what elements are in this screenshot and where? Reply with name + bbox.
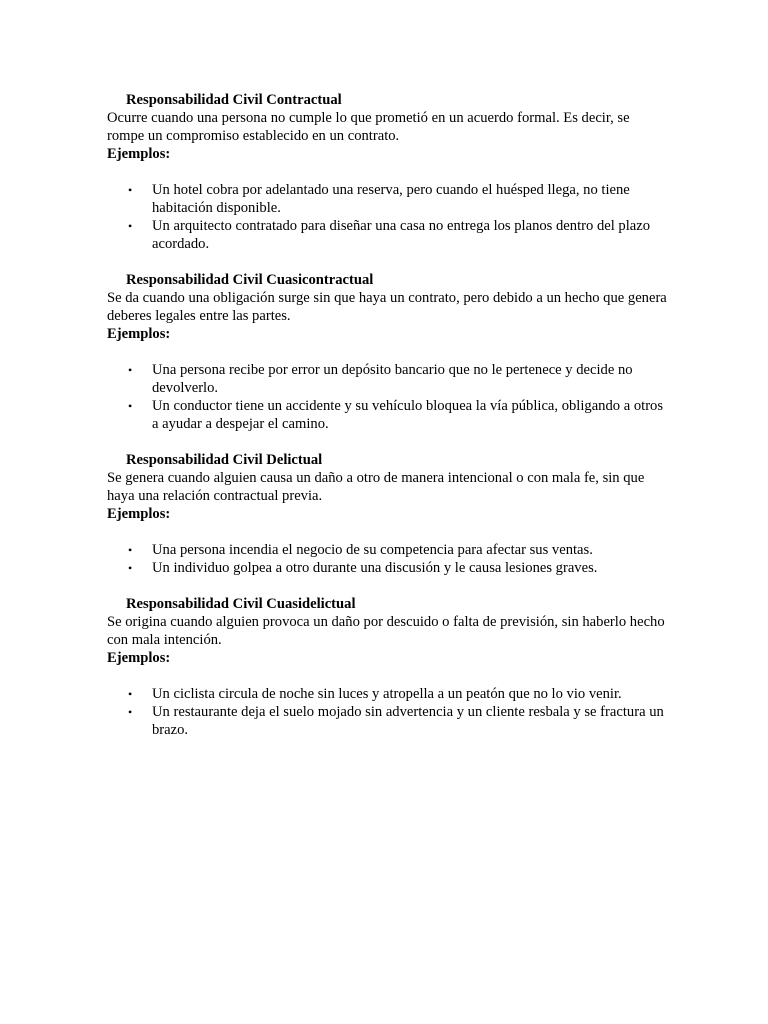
section-heading: Responsabilidad Civil Delictual [126, 452, 323, 468]
document-page [107, 91, 667, 757]
section-description: Se origina cuando alguien provoca un daño por descuido o falta de previsión, sin haberlo hecho con mala intención. [107, 614, 665, 648]
bullet-icon: • [128, 687, 133, 701]
list-item-text: Un arquitecto contratado para diseñar una casa no entrega los planos dentro del plazo acordado. [152, 218, 651, 252]
section-description: Se genera cuando alguien causa un daño a otro de manera intencional o con mala fe, sin que haya una relación contractual previa. [107, 470, 645, 504]
list-item [107, 541, 667, 559]
bullet-icon: • [128, 705, 133, 719]
section-description: Se da cuando una obligación surge sin que haya un contrato, pero debido a un hecho que genera deberes legales entre las partes. [107, 290, 667, 324]
list-item [107, 217, 667, 253]
bullet-icon: • [128, 399, 133, 413]
bullet-icon: • [128, 183, 133, 197]
section-cuasidelictual [107, 595, 667, 739]
section-cuasicontractual [107, 271, 667, 433]
examples-list [107, 181, 667, 253]
list-item-text: Una persona incendia el negocio de su competencia para afectar sus ventas. [152, 542, 593, 558]
bullet-icon: • [128, 543, 133, 557]
list-item-text: Un ciclista circula de noche sin luces y atropella a un peatón que no lo vio venir. [152, 686, 622, 702]
list-item [107, 181, 667, 217]
section-heading: Responsabilidad Civil Contractual [126, 92, 342, 108]
list-item-text: Un individuo golpea a otro durante una discusión y le causa lesiones graves. [152, 560, 598, 576]
list-item-text: Una persona recibe por error un depósito bancario que no le pertenece y decide no devolverlo. [152, 362, 633, 396]
examples-label: Ejemplos: [107, 506, 171, 522]
examples-label: Ejemplos: [107, 326, 171, 342]
list-item [107, 397, 667, 433]
section-heading: Responsabilidad Civil Cuasidelictual [126, 596, 356, 612]
examples-label: Ejemplos: [107, 650, 171, 666]
section-contractual [107, 91, 667, 253]
bullet-icon: • [128, 363, 133, 377]
list-item [107, 361, 667, 397]
list-item-text: Un hotel cobra por adelantado una reserva, pero cuando el huésped llega, no tiene habitación disponible. [152, 182, 630, 216]
section-delictual [107, 451, 667, 577]
list-item-text: Un conductor tiene un accidente y su vehículo bloquea la vía pública, obligando a otros a ayudar a despejar el camino. [152, 398, 664, 432]
examples-list [107, 541, 667, 577]
examples-list [107, 361, 667, 433]
examples-list [107, 685, 667, 739]
bullet-icon: • [128, 219, 133, 233]
list-item [107, 559, 667, 577]
list-item [107, 685, 667, 703]
examples-label: Ejemplos: [107, 146, 171, 162]
section-heading: Responsabilidad Civil Cuasicontractual [126, 272, 374, 288]
section-description: Ocurre cuando una persona no cumple lo que prometió en un acuerdo formal. Es decir, se rompe un compromiso establecido en un contrato. [107, 110, 630, 144]
list-item-text: Un restaurante deja el suelo mojado sin advertencia y un cliente resbala y se fractura un brazo. [152, 704, 664, 738]
list-item [107, 703, 667, 739]
bullet-icon: • [128, 561, 133, 575]
